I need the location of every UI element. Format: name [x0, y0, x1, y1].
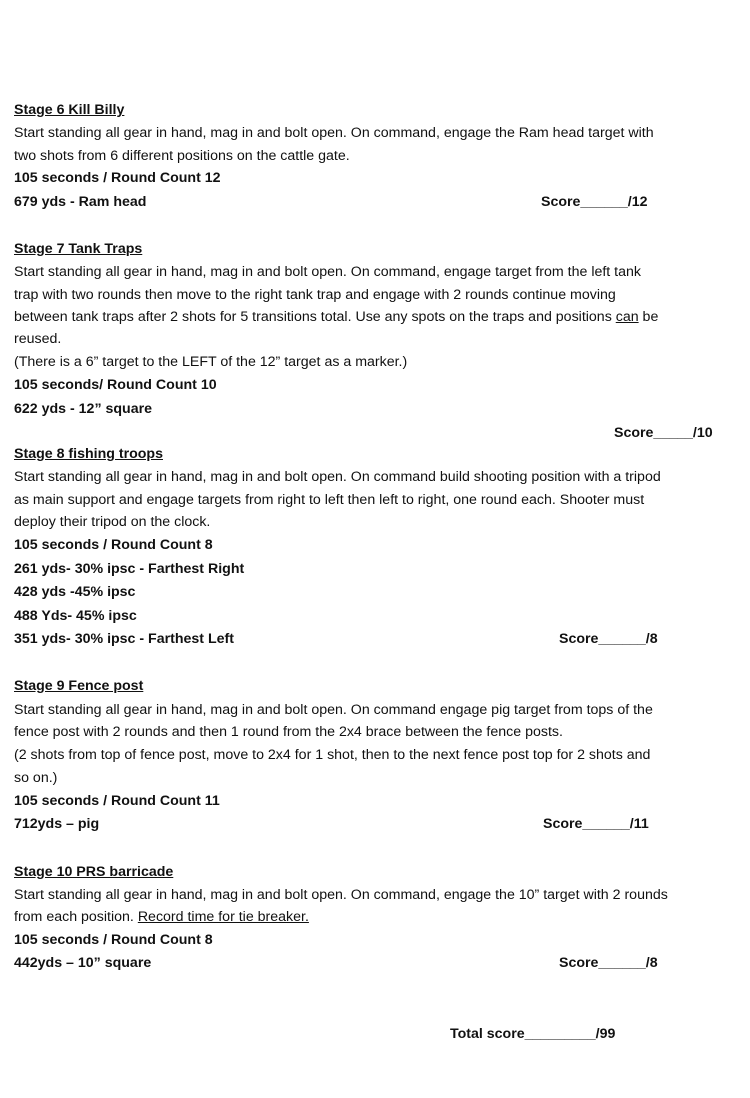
total-score: Total score_________/99 — [450, 1026, 616, 1042]
stage10-title: Stage 10 PRS barricade — [14, 864, 174, 880]
stage8-desc-line3: deploy their tripod on the clock. — [14, 514, 211, 530]
stage7-desc-line3-b: be — [638, 309, 659, 325]
stage7-desc-line3-a: between tank traps after 2 shots for 5 transitions total. Use any spots on the traps and positions — [14, 309, 616, 325]
stage9-score: Score______/11 — [543, 816, 649, 832]
stage8-score: Score______/8 — [559, 631, 658, 647]
stage10-desc-line2-a: from each position. — [14, 909, 138, 925]
stage7-desc-line1: Start standing all gear in hand, mag in and bolt open. On command, engage target from the left tank — [14, 264, 642, 280]
stage7-desc-line3 — [14, 306, 658, 328]
stage8-title: Stage 8 fishing troops — [14, 446, 163, 462]
stage9-desc-line3: (2 shots from top of fence post, move to 2x4 for 1 shot, then to the next fence post top for 2 shots and — [14, 747, 651, 763]
stage8-desc-line1: Start standing all gear in hand, mag in and bolt open. On command build shooting position with a tripod — [14, 469, 661, 485]
stage6-desc-line2: two shots from 6 different positions on the cattle gate. — [14, 148, 350, 164]
stage10-desc-line1: Start standing all gear in hand, mag in and bolt open. On command, engage the 10” target with 2 rounds — [14, 887, 668, 903]
stage7-target: 622 yds - 12” square — [14, 401, 153, 417]
stage10-score: Score______/8 — [559, 955, 658, 971]
stage6-desc-line1: Start standing all gear in hand, mag in and bolt open. On command, engage the Ram head target with — [14, 125, 654, 141]
stage7-time: 105 seconds/ Round Count 10 — [14, 377, 217, 393]
stage8-target-3: 488 Yds- 45% ipsc — [14, 608, 137, 624]
stage9-desc-line4: so on.) — [14, 770, 58, 786]
stage9-desc-line2: fence post with 2 rounds and then 1 round from the 2x4 brace between the fence posts. — [14, 724, 563, 740]
stage6-score: Score______/12 — [541, 194, 648, 210]
stage6-time: 105 seconds / Round Count 12 — [14, 170, 221, 186]
stage7-desc-line3-underlined: can — [615, 309, 639, 325]
stage6-title: Stage 6 Kill Billy — [14, 102, 125, 118]
stage7-score: Score_____/10 — [614, 425, 713, 441]
stage8-target-4: 351 yds- 30% ipsc - Farthest Left — [14, 631, 234, 647]
stage9-desc-line1: Start standing all gear in hand, mag in and bolt open. On command engage pig target from tops of the — [14, 702, 653, 718]
stage7-desc-line4: reused. — [14, 331, 62, 347]
stage7-desc-line2: trap with two rounds then move to the right tank trap and engage with 2 rounds continue moving — [14, 287, 616, 303]
stage10-target: 442yds – 10” square — [14, 955, 152, 971]
stage8-target-2: 428 yds -45% ipsc — [14, 584, 136, 600]
stage10-time: 105 seconds / Round Count 8 — [14, 932, 213, 948]
stage8-desc-line2: as main support and engage targets from right to left then left to right, one round each. Shooter must — [14, 492, 645, 508]
stage7-note: (There is a 6” target to the LEFT of the 12” target as a marker.) — [14, 354, 408, 370]
stage10-tie-breaker-note: Record time for tie breaker. — [137, 909, 309, 925]
stage8-time: 105 seconds / Round Count 8 — [14, 537, 213, 553]
stage9-title: Stage 9 Fence post — [14, 678, 144, 694]
stage10-desc-line2 — [14, 906, 309, 928]
stage6-target: 679 yds - Ram head — [14, 194, 147, 210]
stage8-target-1: 261 yds- 30% ipsc - Farthest Right — [14, 561, 245, 577]
stage9-time: 105 seconds / Round Count 11 — [14, 793, 220, 809]
stage9-target: 712yds – pig — [14, 816, 100, 832]
stage7-title: Stage 7 Tank Traps — [14, 241, 143, 257]
